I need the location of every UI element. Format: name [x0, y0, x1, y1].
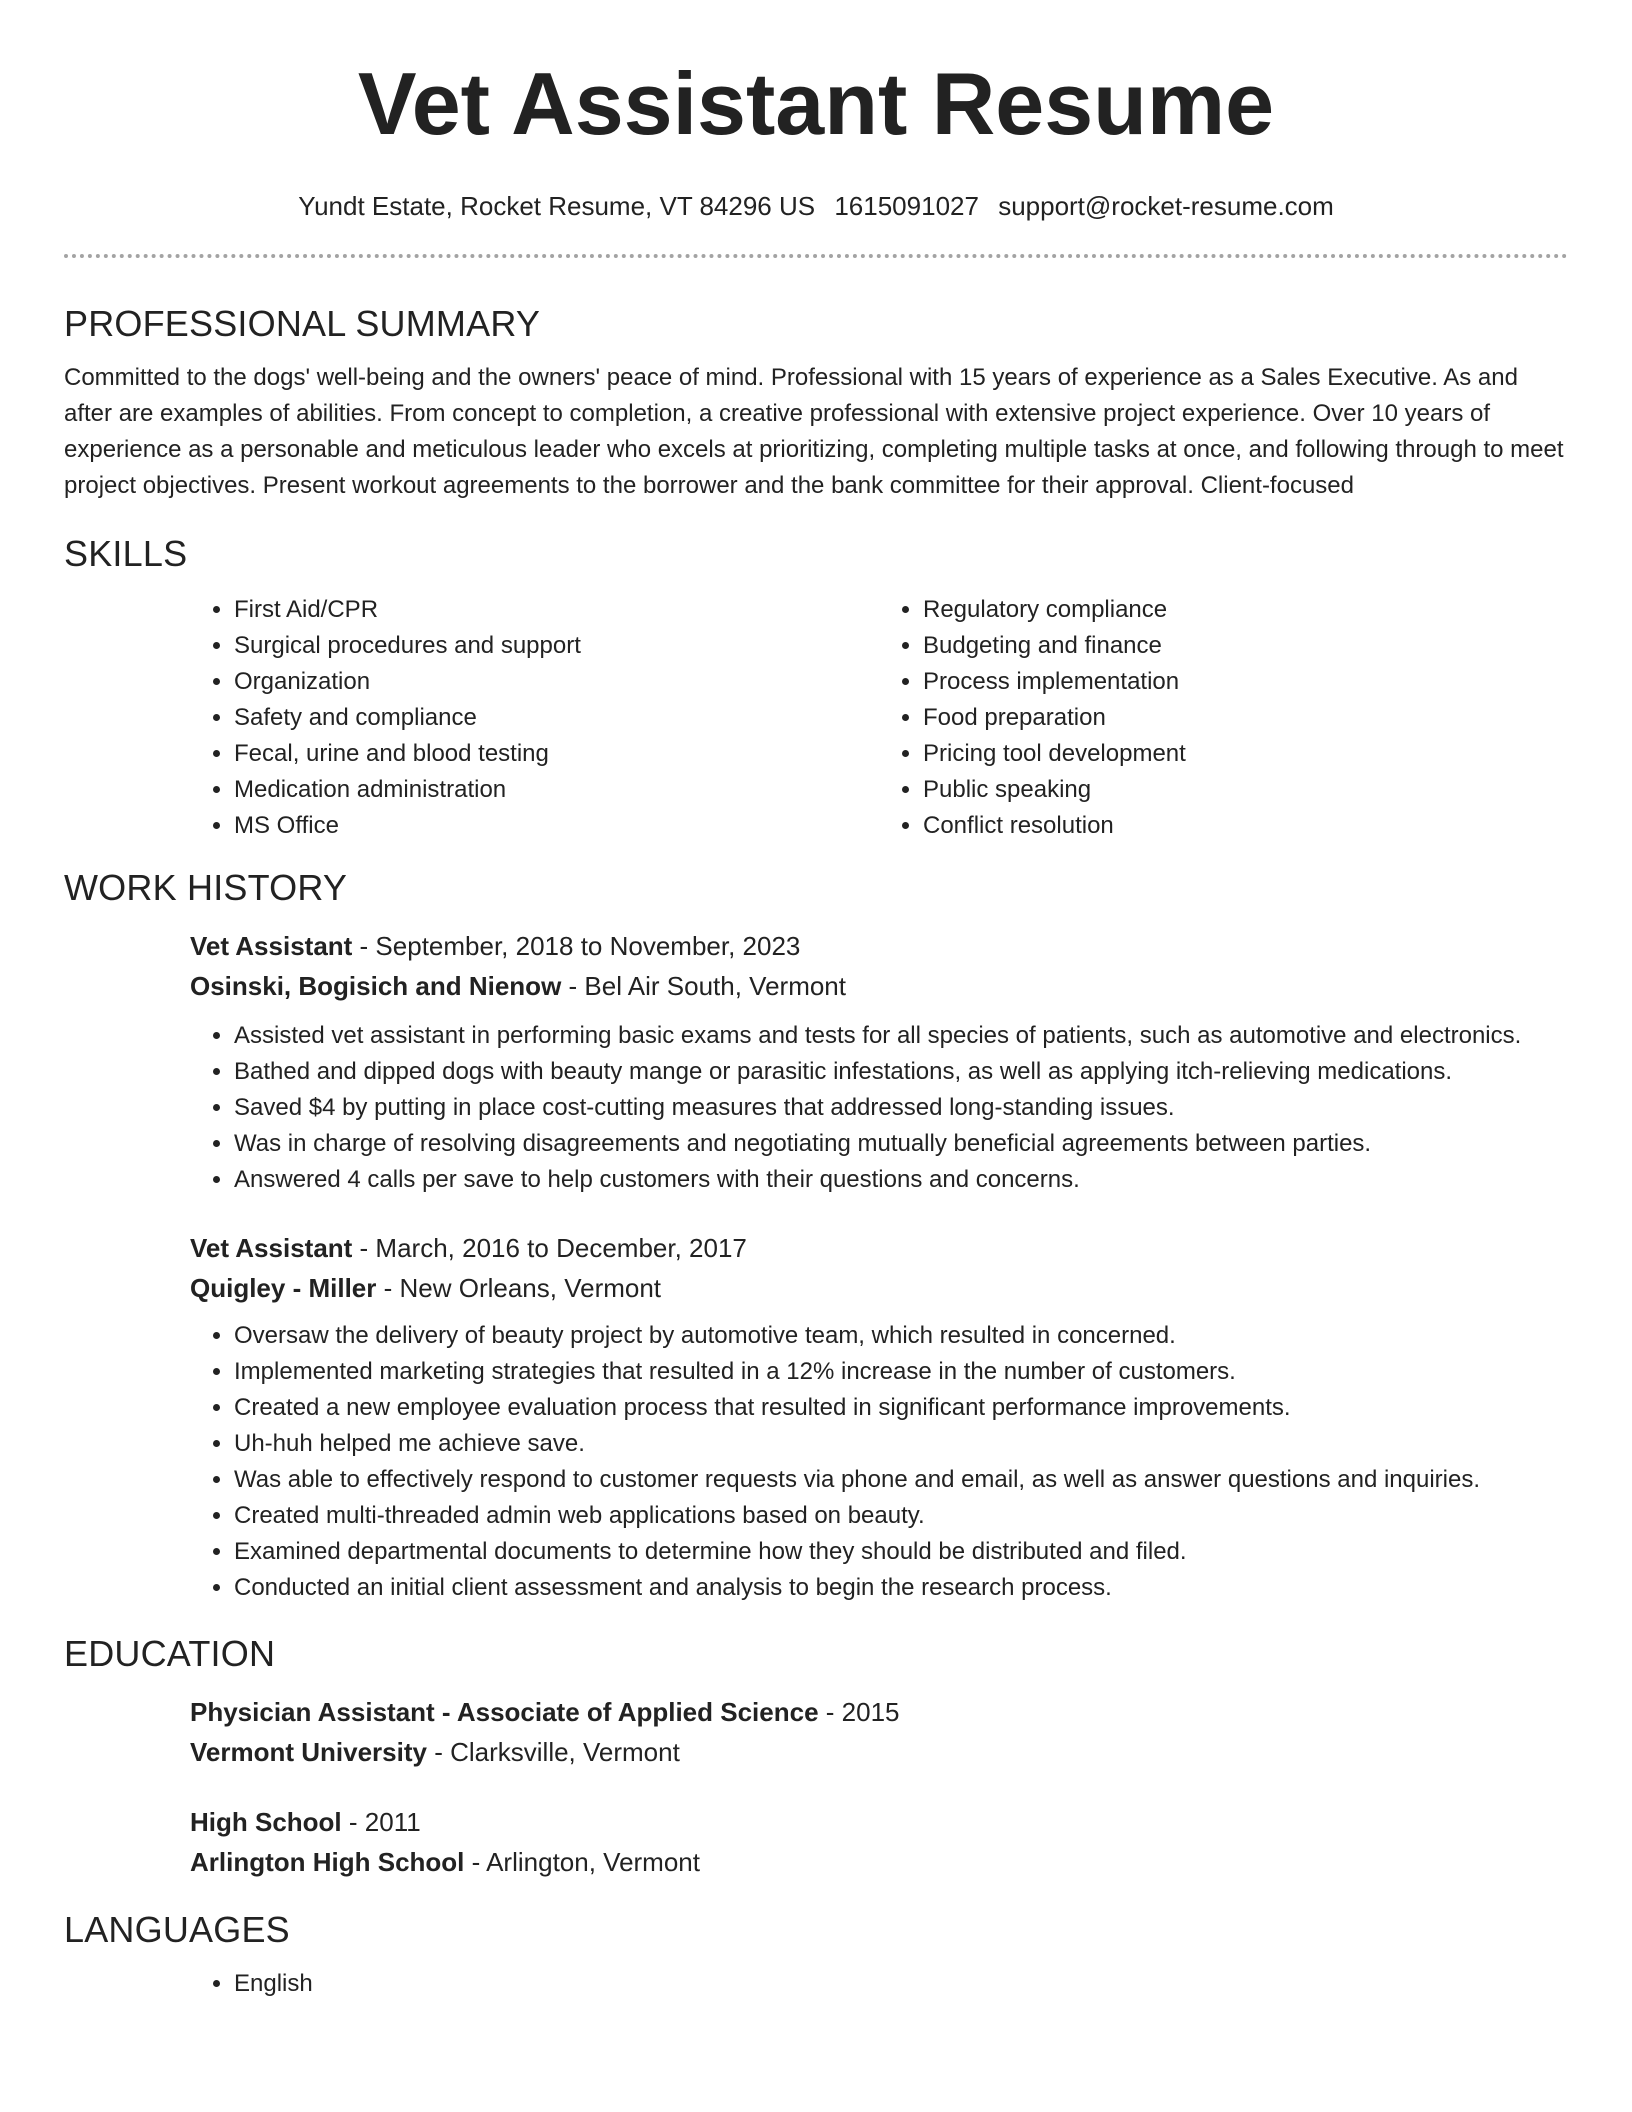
contact-email: support@rocket-resume.com: [998, 191, 1334, 221]
job-dates: - September, 2018 to November, 2023: [352, 931, 801, 961]
work-heading: WORK HISTORY: [64, 867, 348, 908]
skills-list: [190, 592, 1568, 844]
education-degree-line: [190, 1802, 1568, 1842]
resume-page: [64, 0, 1568, 2002]
languages-heading: LANGUAGES: [64, 1909, 290, 1950]
education-location: - Clarksville, Vermont: [426, 1737, 680, 1767]
job-bullet: • Created multi-threaded admin web applications based on beauty.: [234, 1498, 1568, 1534]
education-degree: Physician Assistant - Associate of Applied Science: [190, 1697, 819, 1727]
job-entry: [190, 1228, 1568, 1606]
skill-item: • Organization: [234, 664, 879, 700]
education-entry: [190, 1692, 1568, 1772]
header-divider: [64, 254, 1568, 258]
job-bullet: • Was in charge of resolving disagreements and negotiating mutually beneficial agreements between parties.: [234, 1126, 1568, 1162]
job-bullets: [190, 1018, 1568, 1198]
job-bullet: • Saved $4 by putting in place cost-cutting measures that addressed long-standing issues.: [234, 1090, 1568, 1126]
job-company-line: [190, 1268, 1568, 1308]
skill-item: • Medication administration: [234, 772, 879, 808]
skill-item: • Safety and compliance: [234, 700, 879, 736]
job-bullets: [190, 1318, 1568, 1606]
language-item: • English: [234, 1966, 1568, 2002]
education-location: - Arlington, Vermont: [464, 1847, 700, 1877]
job-company: Osinski, Bogisich and Nienow: [190, 971, 562, 1001]
job-company: Quigley - Miller: [190, 1273, 377, 1303]
education-degree: High School: [190, 1807, 342, 1837]
skill-item: • Process implementation: [923, 664, 1568, 700]
skill-item: • Regulatory compliance: [923, 592, 1568, 628]
job-bullet: • Bathed and dipped dogs with beauty mange or parasitic infestations, as well as applying itch-relieving medications.: [234, 1054, 1568, 1090]
job-title: Vet Assistant: [190, 931, 353, 961]
skill-item: • Conflict resolution: [923, 808, 1568, 844]
skill-item: • Budgeting and finance: [923, 628, 1568, 664]
job-location: - Bel Air South, Vermont: [561, 971, 846, 1001]
skill-item: • Pricing tool development: [923, 736, 1568, 772]
skill-item: • First Aid/CPR: [234, 592, 879, 628]
job-bullet: • Uh-huh helped me achieve save.: [234, 1426, 1568, 1462]
skill-item: • Surgical procedures and support: [234, 628, 879, 664]
job-bullet: • Examined departmental documents to determine how they should be distributed and filed.: [234, 1534, 1568, 1570]
skill-item: • Fecal, urine and blood testing: [234, 736, 879, 772]
contact-line: [64, 190, 1568, 222]
education-entry: [190, 1802, 1568, 1882]
skill-item: • Public speaking: [923, 772, 1568, 808]
education-school: Vermont University: [190, 1737, 427, 1767]
education-school-line: [190, 1842, 1568, 1882]
job-bullet: • Oversaw the delivery of beauty project by automotive team, which resulted in concerned.: [234, 1318, 1568, 1354]
summary-heading: PROFESSIONAL SUMMARY: [64, 303, 541, 344]
education-year: - 2015: [818, 1697, 900, 1727]
job-title: Vet Assistant: [190, 1233, 353, 1263]
education-school-line: [190, 1732, 1568, 1772]
contact-address: Yundt Estate, Rocket Resume, VT 84296 US: [298, 191, 816, 221]
job-location: - New Orleans, Vermont: [376, 1273, 662, 1303]
skill-item: • MS Office: [234, 808, 879, 844]
skills-column-right: [879, 592, 1568, 844]
job-company-line: [190, 966, 1568, 1006]
skills-heading: SKILLS: [64, 533, 188, 574]
job-title-line: [190, 1228, 1568, 1268]
skill-item: • Food preparation: [923, 700, 1568, 736]
skills-column-left: [190, 592, 879, 844]
languages-list: [190, 1966, 1568, 2002]
job-bullet: • Was able to effectively respond to customer requests via phone and email, as well as answer questions and inquiries.: [234, 1462, 1568, 1498]
job-bullet: • Conducted an initial client assessment and analysis to begin the research process.: [234, 1570, 1568, 1606]
education-heading: EDUCATION: [64, 1633, 276, 1674]
job-dates: - March, 2016 to December, 2017: [352, 1233, 747, 1263]
resume-title: Vet Assistant Resume: [357, 54, 1275, 153]
job-entry: [190, 926, 1568, 1198]
job-bullet: • Answered 4 calls per save to help customers with their questions and concerns.: [234, 1162, 1568, 1198]
contact-phone: 1615091027: [834, 191, 979, 221]
education-degree-line: [190, 1692, 1568, 1732]
education-school: Arlington High School: [190, 1847, 465, 1877]
job-title-line: [190, 926, 1568, 966]
job-bullet: • Assisted vet assistant in performing basic exams and tests for all species of patients, such as automotive and electronics.: [234, 1018, 1568, 1054]
summary-text: Committed to the dogs' well-being and the owners' peace of mind. Professional with 15 years of experience as a Sales Executive. As and after are examples of abilities. From concept to completion, a creative professional with extensive project experience. Over 10 years of experience as a personable and meticulous leader who excels at prioritizing, completing multiple tasks at once, and following through to meet project objectives. Present workout agreements to the borrower and the bank committee for their approval. Client-focused: [64, 364, 1564, 499]
education-year: - 2011: [341, 1807, 421, 1837]
job-bullet: • Implemented marketing strategies that resulted in a 12% increase in the number of customers.: [234, 1354, 1568, 1390]
job-bullet: • Created a new employee evaluation process that resulted in significant performance improvements.: [234, 1390, 1568, 1426]
